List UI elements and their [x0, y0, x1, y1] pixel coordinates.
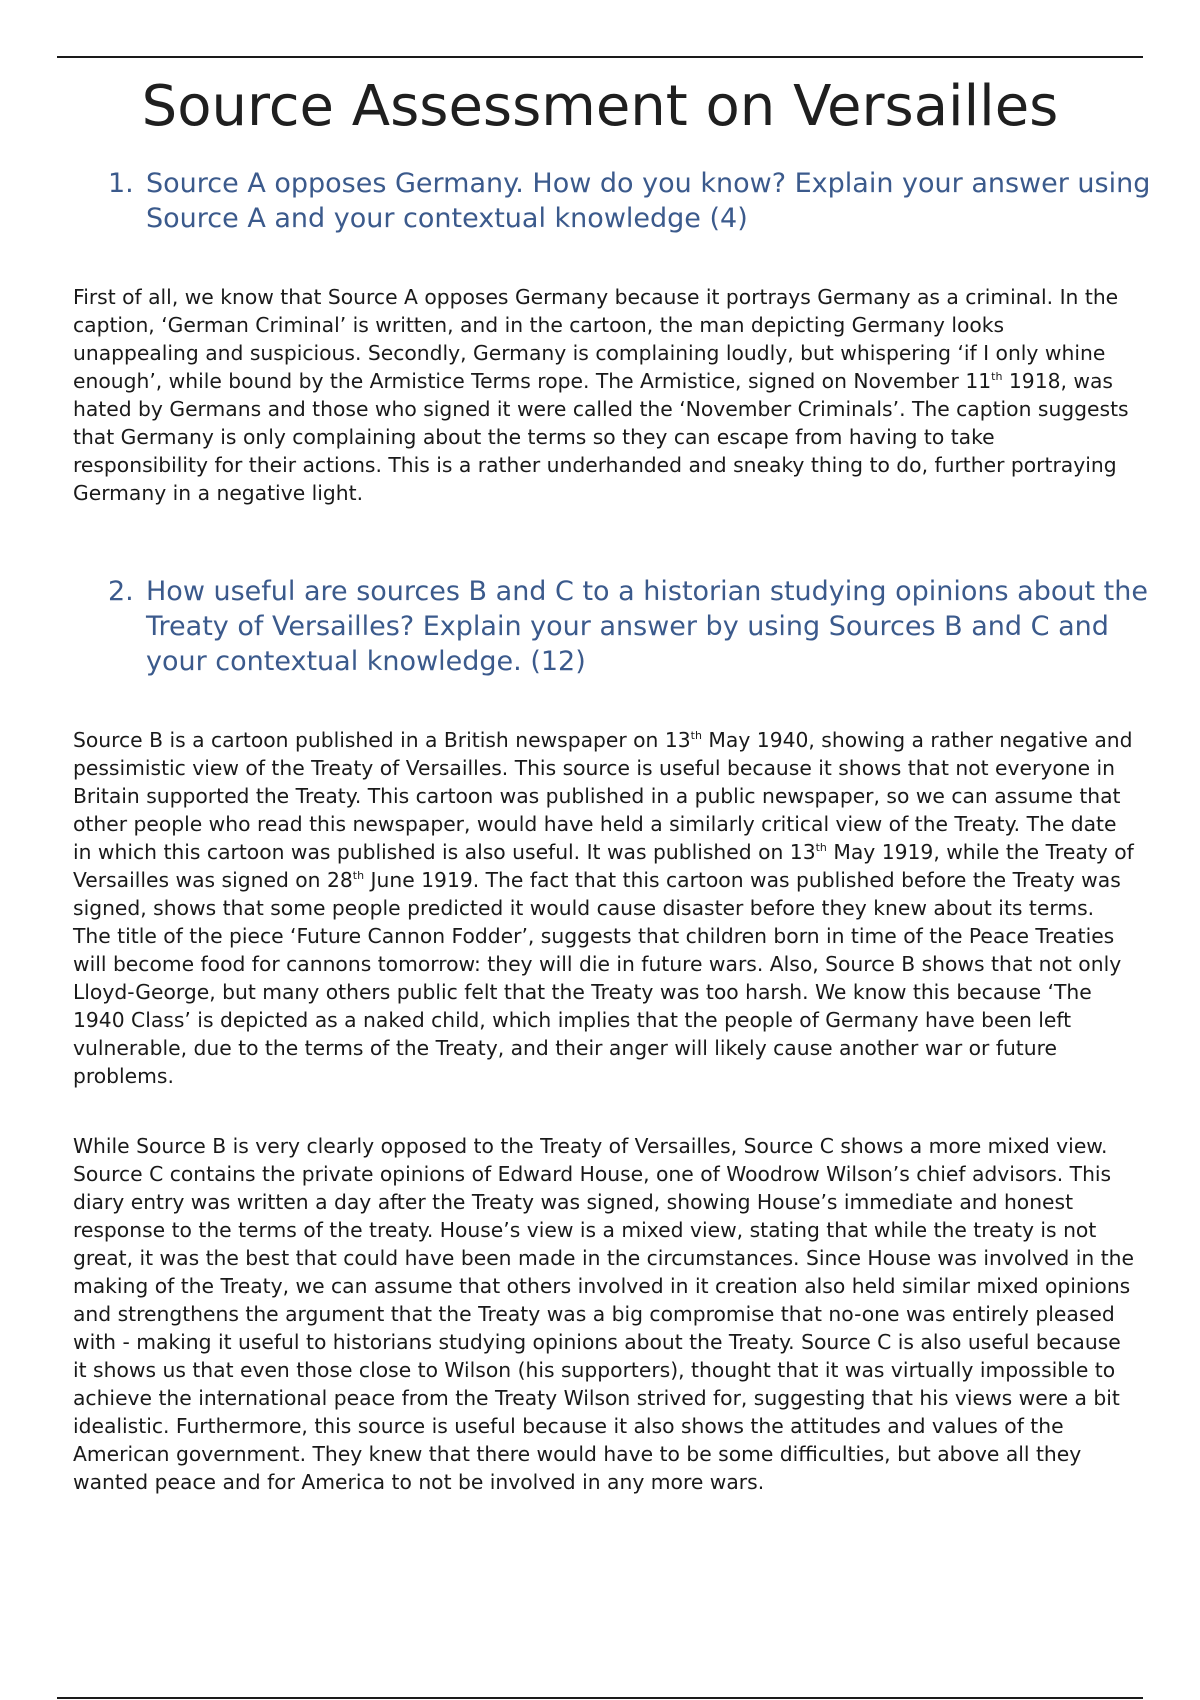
document-title: Source Assessment on Versailles	[141, 74, 1059, 139]
answer-2-text-b: May 1940, showing a rather negative and pessimistic view of the Treaty of Versailles. This source is useful because it shows that not everyone in Britain supported the Treaty. This cartoon was published in a public newspaper, so we can assume that other people who read this newspaper, would have held a similarly critical view of the Treaty. The date in which this cartoon was published is also useful. It was published on 13	[73, 728, 1133, 864]
answer-2-text-a: Source B is a cartoon published in a British newspaper on 13	[73, 728, 691, 752]
bottom-rule	[57, 1697, 1143, 1699]
question-2-text: How useful are sources B and C to a historian studying opinions about the Treaty of Versailles? Explain your answer by using Sources B and C and your contextual knowledge. (12)	[146, 576, 1148, 677]
answer-1-paragraph	[73, 283, 1135, 507]
answer-1-text-b: 1918, was hated by Germans and those who signed it were called the ‘November Criminals’. The caption suggests that Germany is only complaining about the terms so they can escape from having to take responsibility for their actions. This is a rather underhanded and sneaky thing to do, further portraying Germany in a negative light.	[73, 369, 1129, 505]
question-2	[108, 574, 1176, 679]
answer-1-text-a: First of all, we know that Source A opposes Germany because it portrays Germany as a criminal. In the caption, ‘German Criminal’ is written, and in the cartoon, the man depicting Germany looks unappealing and suspicious. Secondly, Germany is complaining loudly, but whispering ‘if I only whine enough’, while bound by the Armistice Terms rope. The Armistice, signed on November 11	[73, 285, 1119, 393]
ordinal-suffix: th	[690, 729, 702, 743]
answer-2-text-c: May 1919, while the Treaty of Versailles was signed on 28	[73, 840, 1134, 892]
ordinal-suffix: th	[991, 370, 1003, 384]
question-1-number: 1.	[108, 168, 134, 199]
ordinal-suffix: th	[815, 841, 827, 855]
ordinal-suffix: th	[352, 869, 365, 883]
question-1-text: Source A opposes Germany. How do you know? Explain your answer using Source A and your contextual knowledge (4)	[146, 168, 1151, 234]
answer-2-text-d: June 1919. The fact that this cartoon was published before the Treaty was signed, shows that some people predicted it would cause disaster before they knew about its terms. The title of the piece ‘Future Cannon Fodder’, suggests that children born in time of the Peace Treaties will become food for cannons tomorrow: they will die in future wars. Also, Source B shows that not only Lloyd-George, but many others public felt that the Treaty was too harsh. We know this because ‘The 1940 Class’ is depicted as a naked child, which implies that the people of Germany have been left vulnerable, due to the terms of the Treaty, and their anger will likely cause another war or future problems.	[73, 868, 1122, 1088]
answer-2-paragraph-2: While Source B is very clearly opposed to the Treaty of Versailles, Source C shows a more mixed view. Source C contains the private opinions of Edward House, one of Woodrow Wilson’s chief advisors. This diary entry was written a day after the Treaty was signed, showing House’s immediate and honest response to the terms of the treaty. House’s view is a mixed view, stating that while the treaty is not great, it was the best that could have been made in the circumstances. Since House was involved in the making of the Treaty, we can assume that others involved in it creation also held similar mixed opinions and strengthens the argument that the Treaty was a big compromise that no-one was entirely pleased with - making it useful to historians studying opinions about the Treaty. Source C is also useful because it shows us that even those close to Wilson (his supporters), thought that it was virtually impossible to achieve the international peace from the Treaty Wilson strived for, suggesting that his views were a bit idealistic. Furthermore, this source is useful because it also shows the attitudes and values of the American government. They knew that there would have to be some difficulties, but above all they wanted peace and for America to not be involved in any more wars.	[73, 1134, 1134, 1494]
top-rule	[57, 56, 1143, 58]
answer-2-paragraph-1	[73, 726, 1135, 1090]
question-1	[108, 166, 1176, 236]
question-2-number: 2.	[108, 576, 134, 607]
